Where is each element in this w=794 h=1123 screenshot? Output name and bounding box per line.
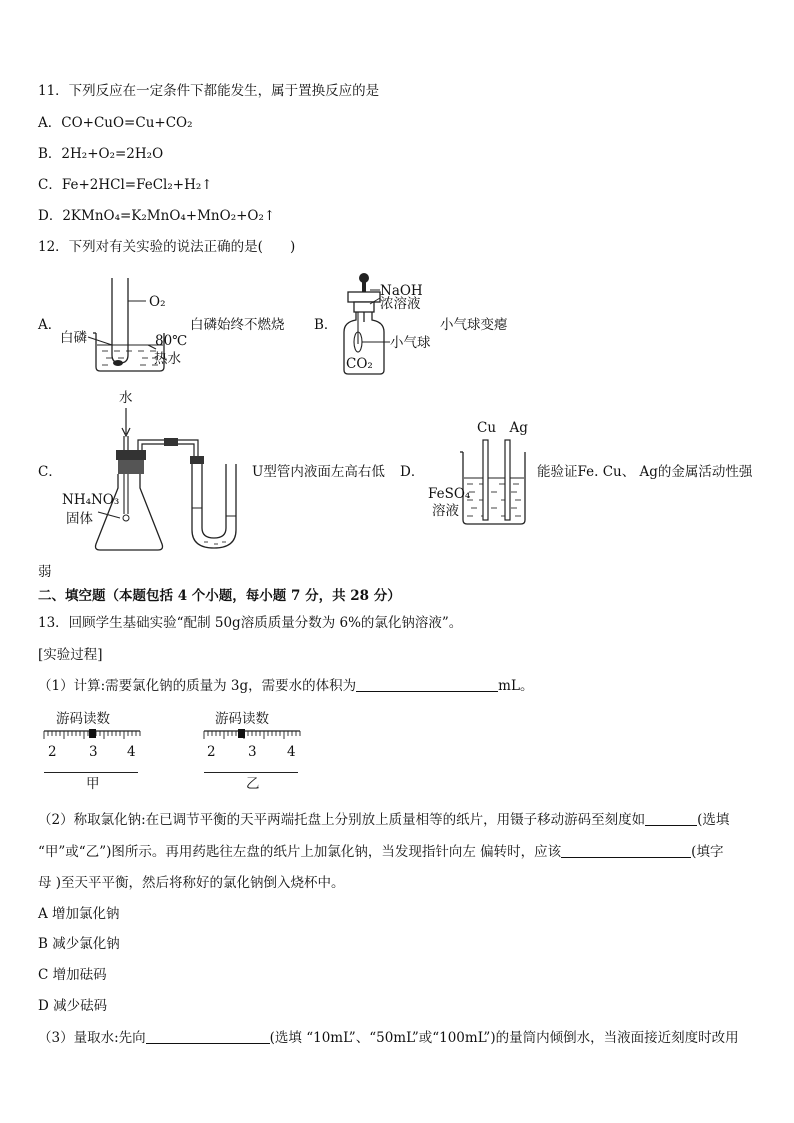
q13-part3-rest: (选填 “10mL”、“50mL”或“100mL”)的量筒内倾倒水，当液面接近刻度时改用: [269, 1030, 739, 1046]
q13-part2-fill: (填字: [691, 844, 724, 860]
scale-b-tick-label: 2: [207, 744, 216, 760]
scale-a-ruler: [42, 729, 142, 739]
hot-water-label: 热水: [154, 351, 181, 367]
q11-option-d: D．2KMnO₄=K₂MnO₄+MnO₂+O₂↑: [38, 208, 276, 224]
scale-b-name: 乙: [246, 776, 260, 792]
solution-label: 溶液: [432, 503, 459, 519]
scale-b-ruler: [202, 729, 302, 739]
water-volume-blank[interactable]: [356, 677, 498, 692]
solid-label: 固体: [66, 511, 93, 527]
balloon-label: 小气球: [390, 335, 431, 351]
scale-a-title: 游码读数: [56, 711, 110, 727]
cylinder-choice-blank[interactable]: [146, 1029, 270, 1044]
q13-part1-text: （1）计算:需要氯化钠的质量为 3g，需要水的体积为: [38, 678, 357, 694]
q13-part2-text: （2）称取氯化钠:在已调节平衡的天平两端托盘上分别放上质量相等的纸片，用镊子移动游码至刻度如: [38, 812, 646, 828]
scale-a-tick-label: 2: [48, 744, 57, 760]
water-label: 水: [119, 390, 133, 406]
q11-option-c: C．Fe+2HCl=FeCl₂+H₂↑: [38, 177, 213, 193]
q13-stem: 13．回顾学生基础实验“配制 50g溶质质量分数为 6%的氯化钠溶液”。: [38, 615, 463, 631]
scale-a-name: 甲: [86, 776, 100, 792]
q12-option-a-letter: A．: [38, 317, 62, 333]
q13-part1: [38, 677, 533, 695]
q12-option-b-letter: B．: [314, 317, 338, 333]
choice-b: B 减少氯化钠: [38, 936, 120, 952]
scale-a-underline: [44, 772, 138, 773]
q13-part2-line2: [38, 843, 723, 861]
q13-process-heading: [实验过程]: [38, 647, 103, 663]
q13-part3: [38, 1029, 739, 1047]
oxygen-label: O₂: [149, 294, 166, 310]
section-2-heading: 二、填空题（本题包括 4 个小题，每小题 7 分，共 28 分）: [38, 588, 401, 604]
scale-a-tick-label: 3: [89, 744, 98, 760]
concentrated-solution-label: 浓溶液: [380, 296, 421, 312]
q12-option-a-desc: 白磷始终不燃烧: [190, 317, 285, 333]
scale-b-tick-label: 4: [287, 744, 296, 760]
scale-a-tick-label: 4: [127, 744, 136, 760]
white-phosphorus-label: 白磷: [60, 330, 87, 346]
ammonium-nitrate-label: NH₄NO₃: [62, 492, 120, 508]
q11-option-a: A．CO+CuO=Cu+CO₂: [38, 115, 193, 131]
q12-option-c-desc: U型管内液面左高右低: [252, 464, 385, 480]
scale-b-title: 游码读数: [215, 711, 269, 727]
scale-b-underline: [204, 772, 298, 773]
metal-strips-beaker-diagram: [455, 432, 535, 527]
q12-option-b-desc: 小气球变瘪: [440, 317, 508, 333]
action-choice-blank[interactable]: [561, 843, 691, 858]
q13-part2-line3: 母 )至天平平衡，然后将称好的氯化钠倒入烧杯中。: [38, 875, 345, 891]
q13-part2-line1: [38, 811, 729, 829]
q11-stem: 11．下列反应在一定条件下都能发生，属于置换反应的是: [38, 83, 380, 99]
q13-part2-choose: (选填: [697, 812, 730, 828]
feso4-label: FeSO₄: [428, 486, 471, 502]
choice-c: C 增加砝码: [38, 967, 107, 983]
q12-option-d-desc: 能验证Fe. Cu、 Ag的金属活动性强: [537, 464, 753, 480]
q12-stem: 12．下列对有关实验的说法正确的是( ): [38, 239, 296, 255]
cu-ag-label: Cu Ag: [477, 420, 528, 436]
scale-choice-blank[interactable]: [645, 811, 697, 826]
scale-b-tick-label: 3: [248, 744, 257, 760]
temperature-label: 80℃: [155, 333, 188, 349]
q12-option-d-desc-wrap: 弱: [38, 564, 52, 580]
q12-option-c-letter: C．: [38, 464, 62, 480]
q11-option-b: B．2H₂+O₂=2H₂O: [38, 146, 164, 162]
co2-label: CO₂: [346, 356, 373, 372]
choice-d: D 减少砝码: [38, 998, 108, 1014]
q13-part1-unit: mL。: [498, 678, 534, 694]
q12-option-d-letter: D．: [400, 464, 425, 480]
q13-part2-text: “甲”或“乙”)图所示。再用药匙往左盘的纸片上加氯化钠，当发现指针向左 偏转时，应该: [38, 844, 562, 860]
u-tube-flask-diagram: [88, 388, 253, 553]
q13-part3-text: （3）量取水:先向: [38, 1030, 146, 1046]
naoh-label: NaOH: [380, 283, 423, 299]
choice-a: A 增加氯化钠: [38, 906, 120, 922]
